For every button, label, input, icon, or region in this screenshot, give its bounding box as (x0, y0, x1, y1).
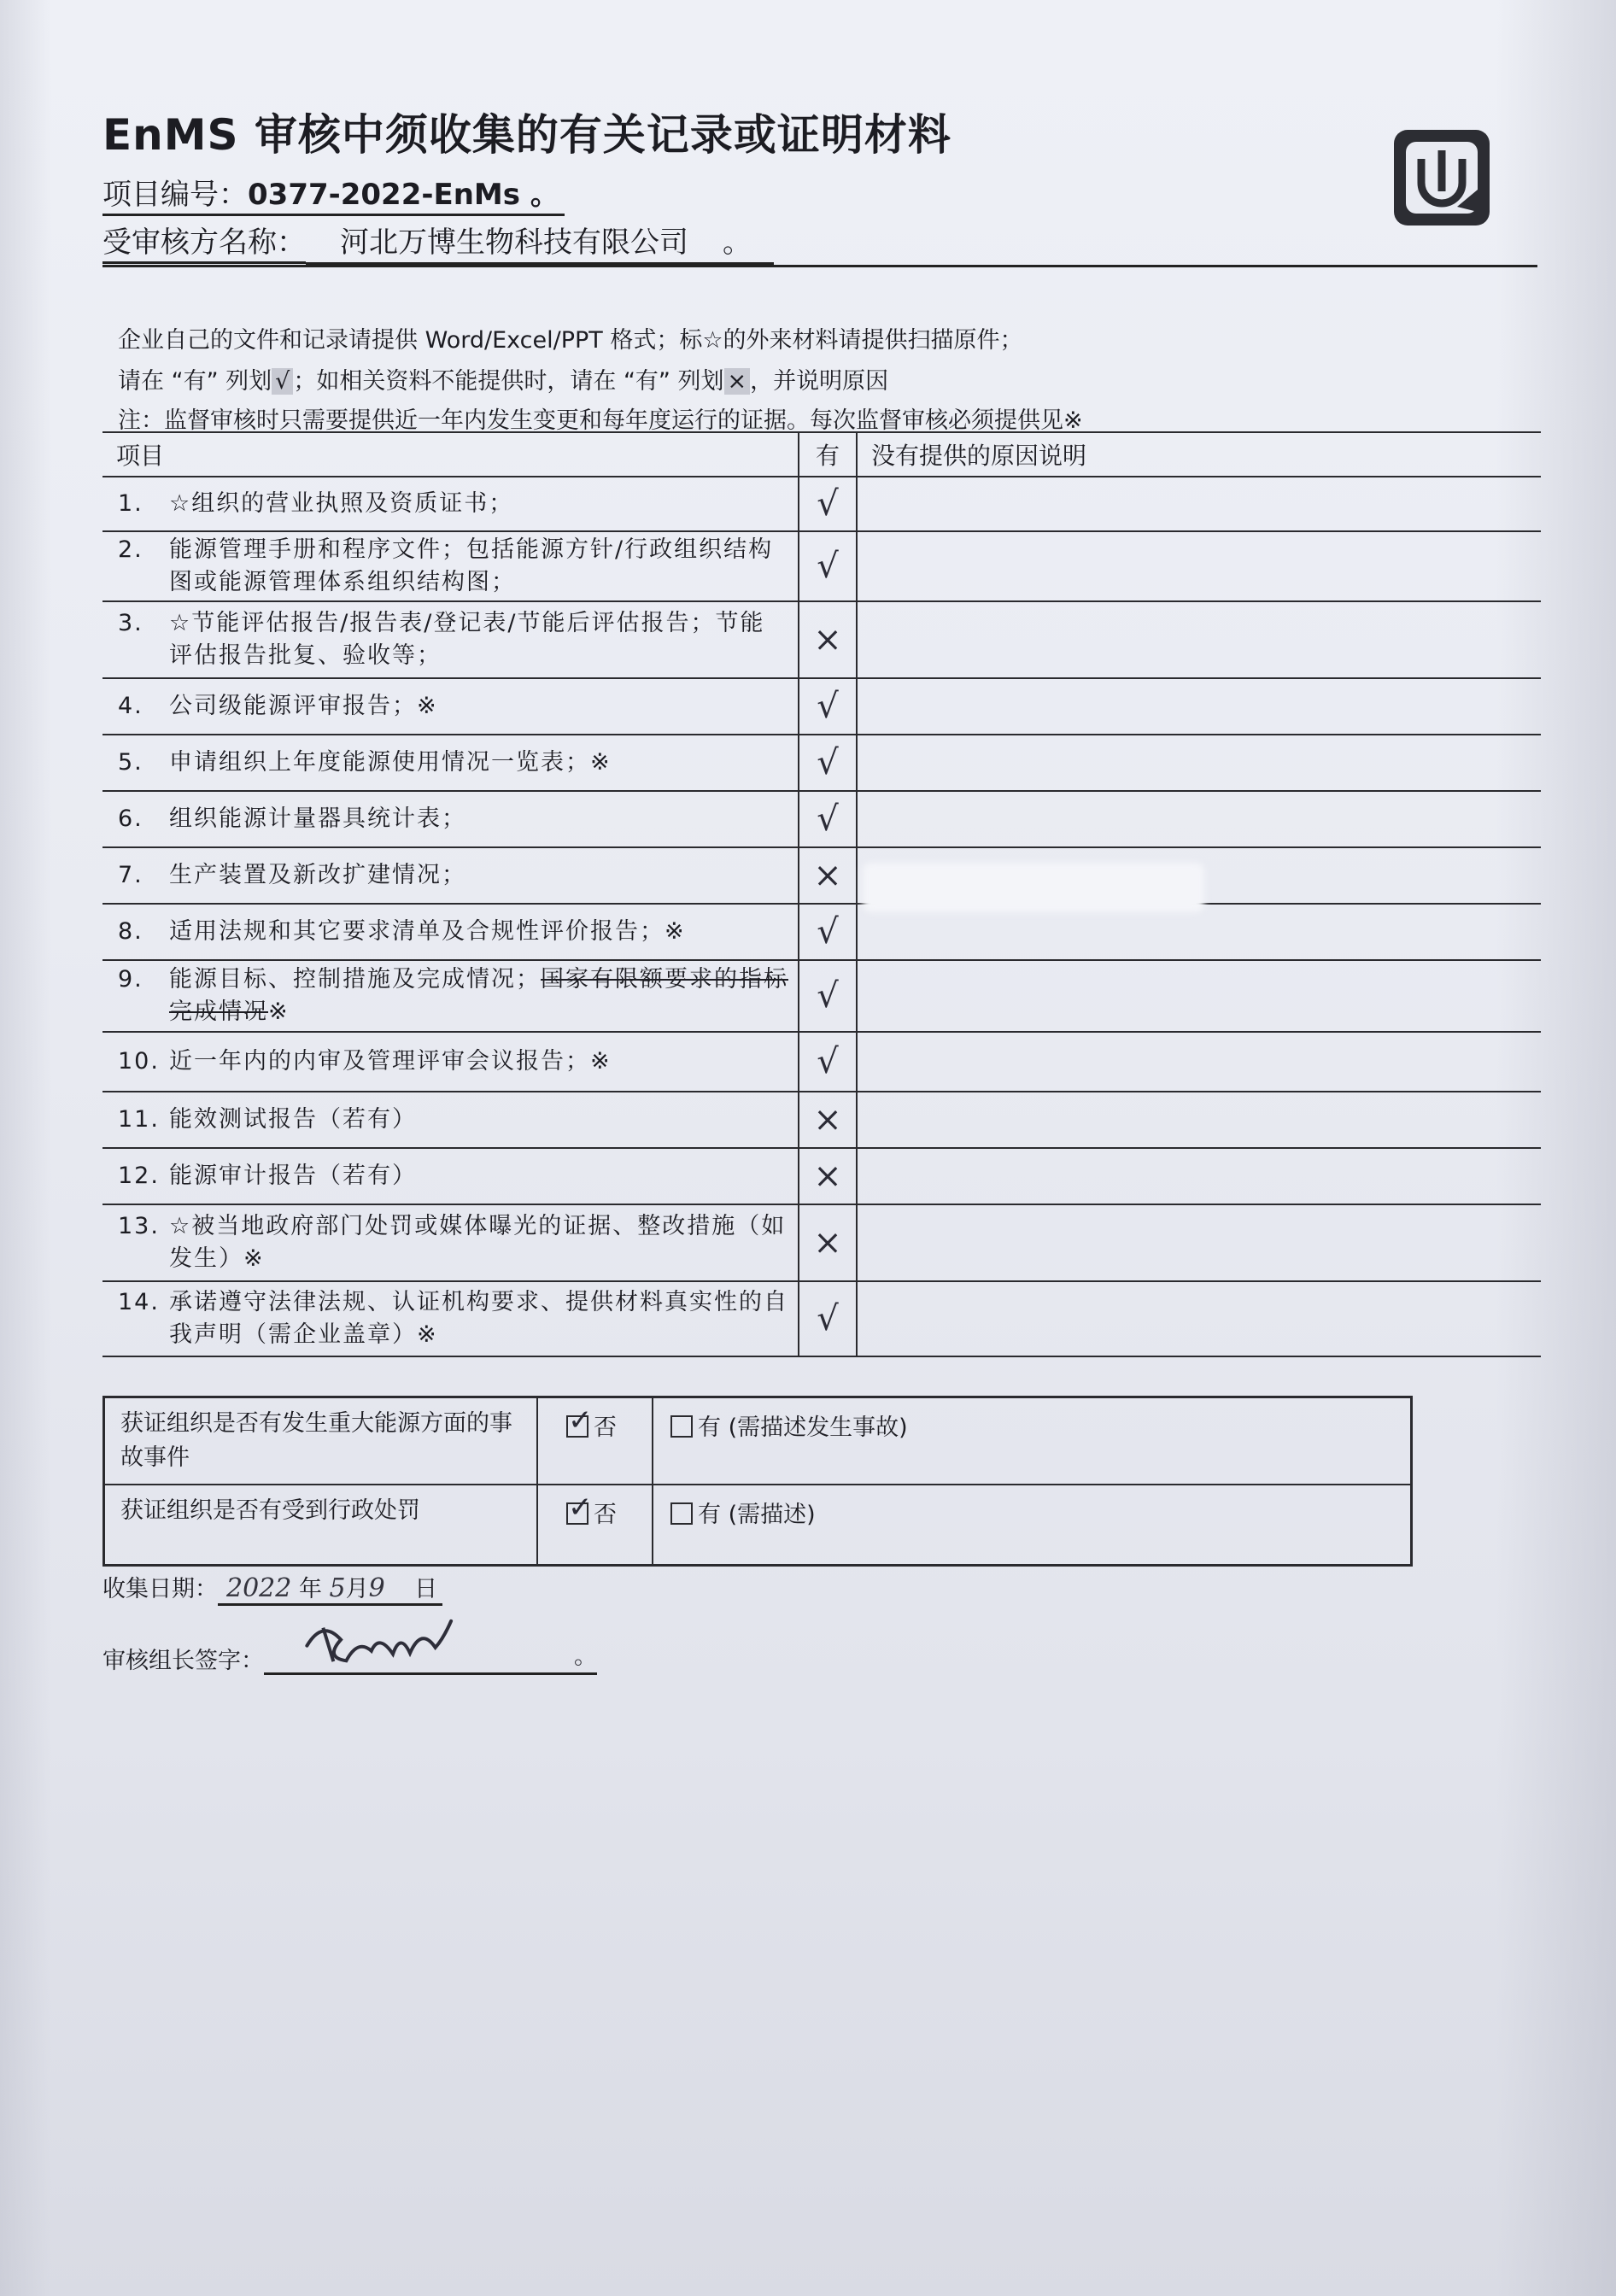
row-number: 13. (118, 1213, 160, 1239)
reason-cell (857, 735, 1541, 791)
option-yes (670, 1409, 908, 1442)
column-header-has: 有 (799, 432, 857, 477)
option-yes-label: 有 (需描述发生事故) (698, 1414, 908, 1441)
check-mark: √ (817, 687, 839, 726)
date-day-unit: 日 (414, 1576, 438, 1602)
cross-mark: × (813, 620, 842, 659)
company-name-end: 。 (723, 226, 752, 260)
reason-cell (857, 531, 1541, 601)
reason-cell (857, 1148, 1541, 1204)
check-mark: √ (817, 800, 839, 839)
option-yes (670, 1496, 816, 1529)
row-number: 9. (118, 966, 143, 993)
check-mark: √ (817, 547, 839, 586)
row-number: 8. (118, 918, 143, 945)
option-yes-label: 有 (需描述) (698, 1502, 816, 1528)
option-no (566, 1496, 617, 1529)
row-text (169, 964, 798, 1028)
reason-cell (857, 1281, 1541, 1356)
signature-row (102, 1642, 597, 1675)
row-text: ☆被当地政府部门处罚或媒体曝光的证据、整改措施（如发生）※ (169, 1213, 787, 1272)
note-line-2-part-c: ，并说明原因 (750, 368, 889, 395)
row-number: 1. (118, 490, 143, 517)
cross-mark: × (813, 1100, 842, 1139)
reason-cell (857, 477, 1541, 531)
signature-end: 。 (574, 1643, 597, 1670)
check-symbol-example: √ (272, 368, 293, 395)
table-row (102, 531, 1541, 601)
check-mark: √ (817, 484, 839, 524)
row-text: 公司级能源评审报告；※ (169, 693, 438, 719)
checkbox-checked-icon[interactable] (566, 1415, 588, 1438)
option-no-label: 否 (594, 1502, 617, 1528)
incident-question: 获证组织是否有发生重大能源方面的事故事件 (120, 1410, 512, 1471)
row-number: 6. (118, 805, 143, 832)
check-mark: √ (817, 743, 839, 782)
reason-cell (857, 1032, 1541, 1092)
reason-cell (857, 678, 1541, 735)
table-row (102, 678, 1541, 735)
reason-cell (857, 960, 1541, 1032)
row-text: ☆组织的营业执照及资质证书； (169, 490, 514, 517)
company-name-value (306, 219, 774, 265)
table-row (102, 1204, 1541, 1281)
company-name-label: 受审核方名称： (102, 226, 306, 264)
check-mark: √ (817, 1042, 839, 1081)
row-text: 近一年内的内审及管理评审会议报告；※ (169, 1048, 612, 1075)
certification-logo-icon (1389, 125, 1495, 231)
option-no-label: 否 (594, 1414, 617, 1441)
project-number-label: 项目编号： (102, 178, 248, 216)
note-line-2-part-b: ；如相关资料不能提供时，请在 “有” 列划 (293, 368, 724, 395)
reason-cell (857, 1092, 1541, 1148)
row-text: ☆节能评估报告/报告表/登记表/节能后评估报告；节能评估报告批复、验收等； (169, 610, 765, 669)
redaction-blur (863, 863, 1204, 912)
project-number-row (102, 171, 565, 213)
table-row (102, 960, 1541, 1032)
row-number: 2. (118, 536, 143, 563)
project-number-value: 0377-2022-EnMs 。 (248, 178, 565, 216)
row-text: 适用法规和其它要求清单及合规性评价报告；※ (169, 918, 686, 945)
row-number: 14. (118, 1289, 160, 1315)
table-row (102, 1092, 1541, 1148)
row-number: 12. (118, 1163, 160, 1189)
check-mark: √ (817, 1299, 839, 1338)
row-text-end: ※ (268, 999, 290, 1025)
table-row (102, 477, 1541, 531)
date-day: 9 (368, 1573, 385, 1603)
table-row (102, 791, 1541, 847)
table-row (102, 904, 1541, 960)
collection-date-row (102, 1570, 442, 1606)
row-text: 申请组织上年度能源使用情况一览表；※ (169, 749, 612, 776)
column-header-reason: 没有提供的原因说明 (857, 432, 1541, 477)
row-text: 能源审计报告（若有） (169, 1163, 417, 1189)
checkbox-icon[interactable] (670, 1415, 693, 1438)
signature-label: 审核组长签字： (102, 1648, 264, 1674)
handwritten-signature (296, 1603, 470, 1672)
cross-mark: × (813, 1223, 842, 1262)
incident-row (105, 1398, 1410, 1481)
note-line-2-part-a: 请在 “有” 列划 (118, 368, 272, 395)
collection-date-field (218, 1570, 442, 1606)
row-number: 5. (118, 749, 143, 776)
note-line-1: 企业自己的文件和记录请提供 Word/Excel/PPT 格式；标☆的外来材料请提供扫描原件； (118, 327, 1023, 354)
header-divider (102, 265, 1537, 267)
page-shadow-left (0, 0, 51, 2296)
table-row (102, 601, 1541, 678)
date-month: 5 (329, 1573, 346, 1603)
row-number: 7. (118, 862, 143, 888)
row-number: 11. (118, 1106, 160, 1133)
signature-field (264, 1642, 597, 1675)
row-text: 能效测试报告（若有） (169, 1106, 417, 1133)
row-text: 组织能源计量器具统计表； (169, 805, 466, 832)
note-line-2 (118, 362, 888, 395)
date-month-unit: 月 (345, 1576, 369, 1602)
table-row (102, 735, 1541, 791)
incident-table (102, 1396, 1413, 1567)
document-title: EnMS 审核中须收集的有关记录或证明材料 (102, 110, 951, 160)
cross-mark: × (813, 856, 842, 895)
cross-symbol-example: × (724, 368, 751, 395)
date-year: 2022 (226, 1573, 292, 1603)
check-mark: √ (817, 912, 839, 952)
company-name-text: 河北万博生物科技有限公司 (340, 226, 688, 260)
checkbox-checked-icon[interactable] (566, 1502, 588, 1525)
table-row (102, 1148, 1541, 1204)
table-header-row (102, 432, 1541, 477)
check-mark: √ (817, 976, 839, 1016)
row-text: 生产装置及新改扩建情况； (169, 862, 466, 888)
reason-cell (857, 791, 1541, 847)
note-line-3: 注：监督审核时只需要提供近一年内发生变更和每年度运行的证据。每次监督审核必须提供见※ (118, 407, 1083, 434)
checkbox-icon[interactable] (670, 1502, 693, 1525)
table-row (102, 1032, 1541, 1092)
option-no (566, 1409, 617, 1442)
column-header-item: 项目 (102, 432, 799, 477)
row-text: 能源管理手册和程序文件；包括能源方针/行政组织结构图或能源管理体系组织结构图； (169, 536, 774, 595)
row-number: 3. (118, 610, 143, 636)
incident-question: 获证组织是否有受到行政处罚 (120, 1497, 420, 1524)
collection-date-label: 收集日期： (102, 1576, 218, 1602)
row-text-main: 能源目标、控制措施及完成情况； (169, 966, 541, 993)
cross-mark: × (813, 1157, 842, 1196)
row-text: 承诺遵守法律法规、认证机构要求、提供材料真实性的自我声明（需企业盖章）※ (169, 1289, 788, 1348)
reason-cell (857, 1204, 1541, 1281)
table-row (102, 847, 1541, 904)
company-name-row (102, 219, 774, 265)
row-text-struck: 国家有限额要求的指标完成情况 (169, 966, 788, 1025)
date-year-unit: 年 (298, 1576, 322, 1602)
incident-row (105, 1484, 1410, 1568)
reason-cell (857, 601, 1541, 678)
table-row (102, 1281, 1541, 1356)
row-number: 10. (118, 1048, 160, 1075)
materials-table (102, 431, 1541, 1357)
row-number: 4. (118, 693, 143, 719)
